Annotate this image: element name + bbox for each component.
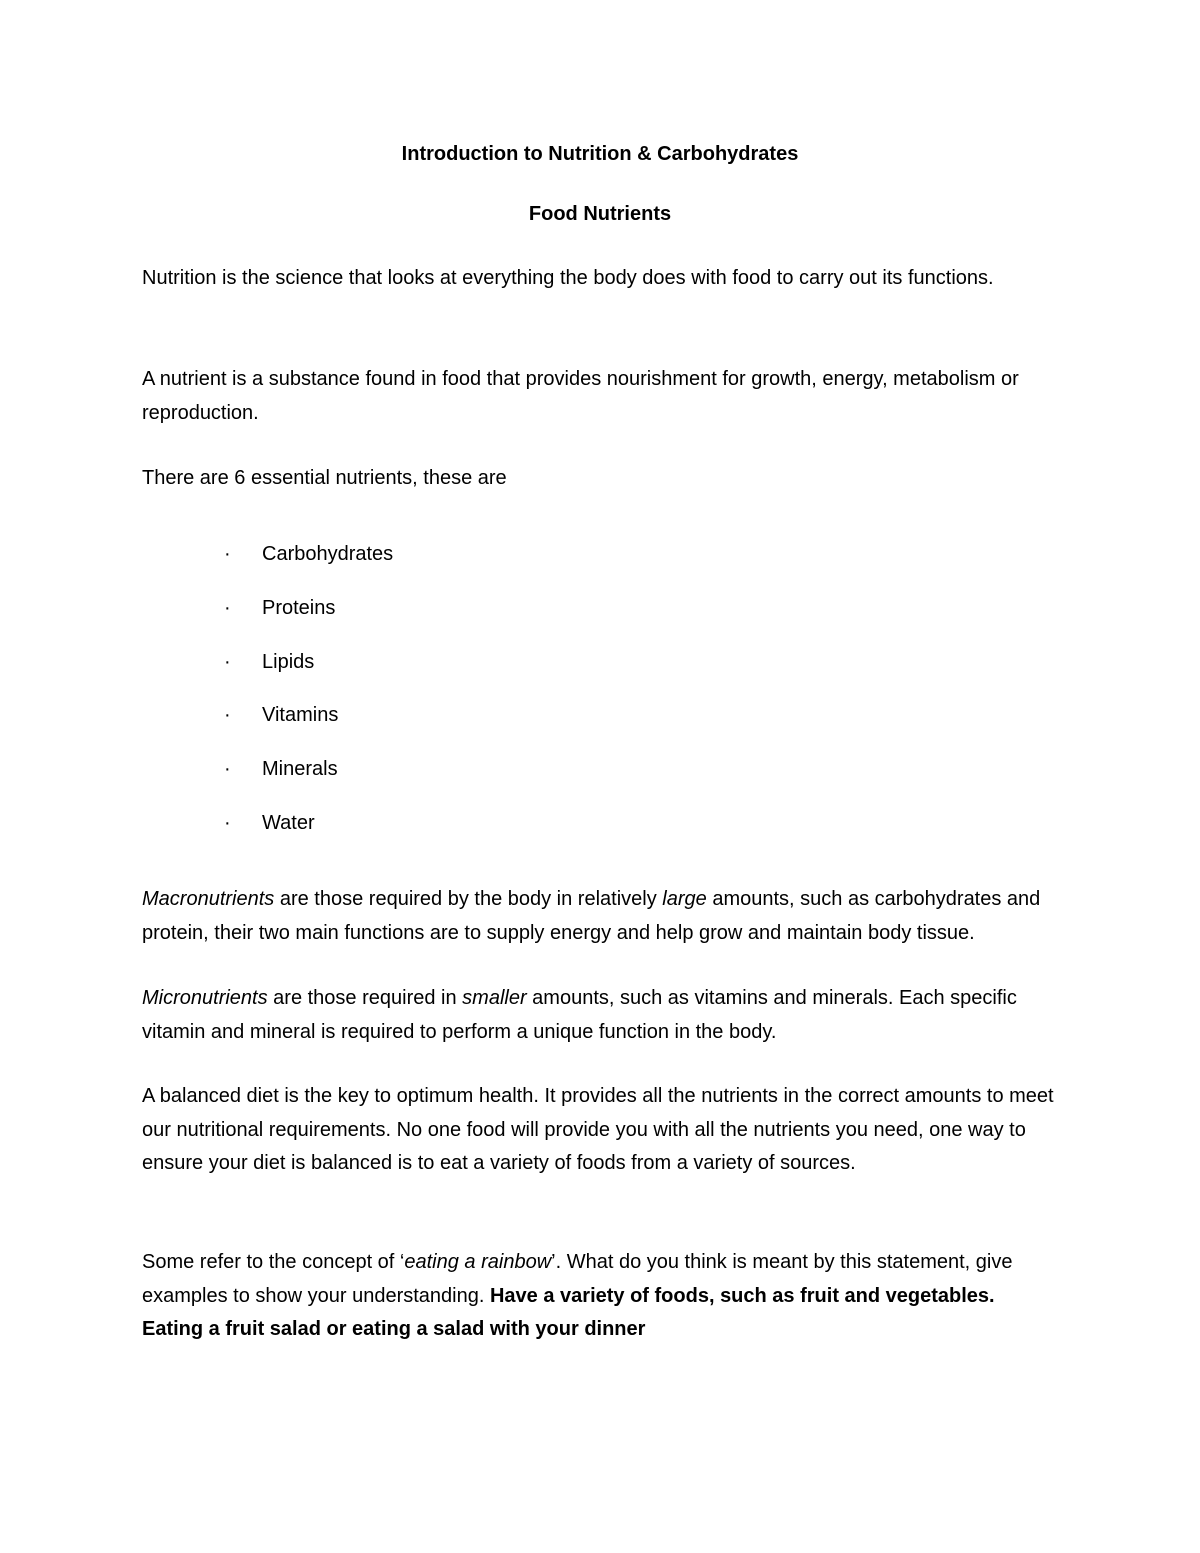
bullet-icon: · — [224, 651, 231, 673]
list-item-label: Minerals — [262, 758, 338, 780]
paragraph-balanced-diet: A balanced diet is the key to optimum health. It provides all the nutrients in the correct amounts to meet our nutritional requirements. No one food will provide you with all the nutrients you need, one way to ensure your diet is balanced is to eat a variety of foods from a variety of sources. — [142, 1085, 1054, 1174]
paragraph-essential-intro: There are 6 essential nutrients, these are — [142, 467, 507, 489]
micronutrients-text-a: are those required in — [267, 987, 463, 1009]
section-heading: Food Nutrients — [528, 203, 672, 225]
macronutrients-text-a: are those required by the body in relatively — [274, 888, 663, 910]
macronutrients-emphasis: large — [662, 888, 707, 910]
bullet-icon: · — [224, 543, 231, 565]
paragraph-macronutrients — [142, 883, 1057, 950]
macronutrients-text-b: amounts, such as carbohydrates and protein, their two main functions are to supply energy and help grow and maintain body tissue. — [142, 888, 1041, 944]
bullet-icon: · — [224, 812, 231, 834]
bullet-icon: · — [224, 597, 231, 619]
micronutrients-emphasis: smaller — [462, 987, 527, 1009]
rainbow-emphasis: eating a rainbow — [404, 1251, 552, 1273]
paragraph-micronutrients — [142, 982, 1057, 1049]
rainbow-answer: Have a variety of foods, such as fruit and vegetables. Eating a fruit salad or eating a salad with your dinner — [142, 1284, 995, 1340]
list-item-label: Carbohydrates — [262, 543, 394, 565]
bullet-icon: · — [224, 758, 231, 780]
rainbow-text-a: Some refer to the concept of ‘ — [142, 1251, 405, 1273]
micronutrients-text-b: amounts, such as vitamins and minerals. Each specific vitamin and mineral is required to perform a unique function in the body. — [142, 987, 1017, 1043]
paragraph-nutrition-definition: Nutrition is the science that looks at everything the body does with food to carry out its functions. — [142, 267, 994, 289]
bullet-icon: · — [224, 704, 231, 726]
list-item-label: Vitamins — [262, 704, 339, 726]
paragraph-nutrient-definition: A nutrient is a substance found in food that provides nourishment for growth, energy, metabolism or reproduction. — [142, 368, 1019, 424]
paragraph-eating-rainbow — [142, 1246, 1057, 1347]
list-item-label: Proteins — [262, 597, 336, 619]
list-item-label: Water — [262, 812, 315, 834]
document-title: Introduction to Nutrition & Carbohydrates — [401, 143, 799, 165]
list-item-label: Lipids — [262, 651, 315, 673]
rainbow-text-b: ’. What do you think is meant by this statement, give examples to show your understanding. — [142, 1251, 1013, 1307]
micronutrients-term: Micronutrients — [142, 987, 268, 1009]
macronutrients-term: Macronutrients — [142, 888, 275, 910]
